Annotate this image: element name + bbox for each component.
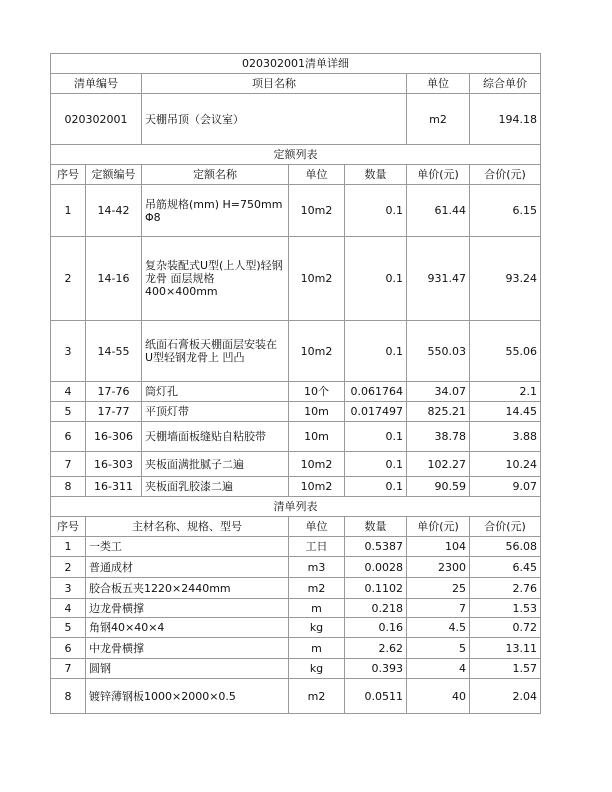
quota-price: 550.03 [407,321,470,382]
material-price: 4 [407,659,470,679]
material-no: 6 [51,638,86,659]
quota-unit: 10m [289,402,345,422]
table-title: 020302001清单详细 [51,54,541,74]
quota-code: 14-55 [86,321,142,382]
materials-section-title: 清单列表 [51,497,541,517]
quota-total: 55.06 [470,321,541,382]
quota-price: 825.21 [407,402,470,422]
material-unit: m2 [289,679,345,714]
material-total: 0.72 [470,618,541,638]
quota-price: 61.44 [407,185,470,237]
material-name: 胶合板五夹1220×2440mm [86,578,289,599]
table-row [51,321,541,382]
material-name: 角钢40×40×4 [86,618,289,638]
quota-col-total: 合价(元) [470,165,541,185]
material-qty: 0.393 [345,659,407,679]
material-price: 7 [407,599,470,618]
quota-price: 102.27 [407,452,470,477]
quota-total: 9.07 [470,477,541,497]
quota-col-code: 定额编号 [86,165,142,185]
material-total: 56.08 [470,537,541,557]
header-price-label: 综合单价 [470,74,541,94]
table-row [51,599,541,618]
table-row [51,477,541,497]
material-total: 2.04 [470,679,541,714]
material-qty: 0.1102 [345,578,407,599]
material-unit: m [289,599,345,618]
quota-total: 14.45 [470,402,541,422]
quota-code: 16-311 [86,477,142,497]
quota-name: 纸面石膏板天棚面层安装在U型轻钢龙骨上 凹凸 [142,321,289,382]
bill-unit: m2 [407,94,470,145]
table-row [51,452,541,477]
quota-unit: 10m2 [289,477,345,497]
material-unit: m [289,638,345,659]
quota-name: 复杂装配式U型(上人型)轻钢龙骨 面层规格400×400mm [142,237,289,321]
material-price: 104 [407,537,470,557]
materials-col-price: 单价(元) [407,517,470,537]
quota-qty: 0.1 [345,237,407,321]
header-unit-label: 单位 [407,74,470,94]
materials-col-unit: 单位 [289,517,345,537]
quota-name: 平顶灯带 [142,402,289,422]
table-row [51,618,541,638]
table-row [51,185,541,237]
material-total: 6.45 [470,557,541,578]
table-row [51,557,541,578]
table-row [51,237,541,321]
quota-total: 2.1 [470,382,541,402]
material-qty: 0.5387 [345,537,407,557]
material-no: 3 [51,578,86,599]
table-row [51,402,541,422]
quota-no: 7 [51,452,86,477]
quota-qty: 0.1 [345,185,407,237]
quota-price: 34.07 [407,382,470,402]
header-name-label: 项目名称 [142,74,407,94]
quota-price: 931.47 [407,237,470,321]
quota-total: 3.88 [470,422,541,452]
material-no: 1 [51,537,86,557]
quota-code: 17-77 [86,402,142,422]
quota-name: 吊筋规格(mm) H=750mm Φ8 [142,185,289,237]
material-total: 2.76 [470,578,541,599]
bill-code: 020302001 [51,94,142,145]
materials-col-no: 序号 [51,517,86,537]
table-row [51,659,541,679]
quota-qty: 0.1 [345,321,407,382]
quota-section-title: 定额列表 [51,145,541,165]
quota-code: 14-42 [86,185,142,237]
quota-unit: 10个 [289,382,345,402]
material-no: 5 [51,618,86,638]
table-row [51,517,541,537]
quota-col-no: 序号 [51,165,86,185]
material-no: 4 [51,599,86,618]
materials-col-qty: 数量 [345,517,407,537]
material-qty: 0.16 [345,618,407,638]
quota-qty: 0.1 [345,452,407,477]
quota-no: 2 [51,237,86,321]
material-qty: 0.0028 [345,557,407,578]
material-unit: m3 [289,557,345,578]
quota-price: 90.59 [407,477,470,497]
bill-detail-table [50,53,541,714]
quota-name: 夹板面乳胶漆二遍 [142,477,289,497]
quota-code: 16-306 [86,422,142,452]
material-name: 边龙骨横撑 [86,599,289,618]
material-unit: m2 [289,578,345,599]
material-qty: 2.62 [345,638,407,659]
material-qty: 0.218 [345,599,407,618]
quota-unit: 10m2 [289,452,345,477]
table-row [51,537,541,557]
table-row [51,638,541,659]
quota-unit: 10m [289,422,345,452]
quota-no: 8 [51,477,86,497]
quota-code: 16-303 [86,452,142,477]
quota-qty: 0.017497 [345,402,407,422]
quota-unit: 10m2 [289,321,345,382]
material-unit: kg [289,659,345,679]
quota-qty: 0.061764 [345,382,407,402]
table-row [51,382,541,402]
quota-qty: 0.1 [345,422,407,452]
quota-code: 14-16 [86,237,142,321]
quota-col-qty: 数量 [345,165,407,185]
quota-qty: 0.1 [345,477,407,497]
bill-price: 194.18 [470,94,541,145]
quota-no: 4 [51,382,86,402]
material-name: 一类工 [86,537,289,557]
quota-price: 38.78 [407,422,470,452]
quota-no: 5 [51,402,86,422]
materials-col-total: 合价(元) [470,517,541,537]
material-name: 圆钢 [86,659,289,679]
quota-no: 6 [51,422,86,452]
material-total: 1.57 [470,659,541,679]
quota-name: 天棚墙面板缝贴自粘胶带 [142,422,289,452]
material-price: 40 [407,679,470,714]
quota-unit: 10m2 [289,185,345,237]
materials-col-name: 主材名称、规格、型号 [86,517,289,537]
material-price: 2300 [407,557,470,578]
material-no: 8 [51,679,86,714]
material-name: 镀锌薄钢板1000×2000×0.5 [86,679,289,714]
quota-no: 3 [51,321,86,382]
quota-unit: 10m2 [289,237,345,321]
table-row [51,422,541,452]
material-unit: 工日 [289,537,345,557]
material-qty: 0.0511 [345,679,407,714]
quota-total: 10.24 [470,452,541,477]
quota-no: 1 [51,185,86,237]
table-row [51,497,541,517]
table-row [51,679,541,714]
quota-col-unit: 单位 [289,165,345,185]
material-name: 中龙骨横撑 [86,638,289,659]
material-unit: kg [289,618,345,638]
quota-total: 93.24 [470,237,541,321]
quota-col-name: 定额名称 [142,165,289,185]
material-price: 25 [407,578,470,599]
material-no: 7 [51,659,86,679]
table-row [51,578,541,599]
quota-name: 夹板面满批腻子二遍 [142,452,289,477]
material-name: 普通成材 [86,557,289,578]
quota-name: 筒灯孔 [142,382,289,402]
quota-total: 6.15 [470,185,541,237]
material-price: 5 [407,638,470,659]
header-code-label: 清单编号 [51,74,142,94]
quota-col-price: 单价(元) [407,165,470,185]
material-price: 4.5 [407,618,470,638]
material-total: 13.11 [470,638,541,659]
material-total: 1.53 [470,599,541,618]
material-no: 2 [51,557,86,578]
bill-name: 天棚吊顶（会议室） [142,94,407,145]
quota-code: 17-76 [86,382,142,402]
